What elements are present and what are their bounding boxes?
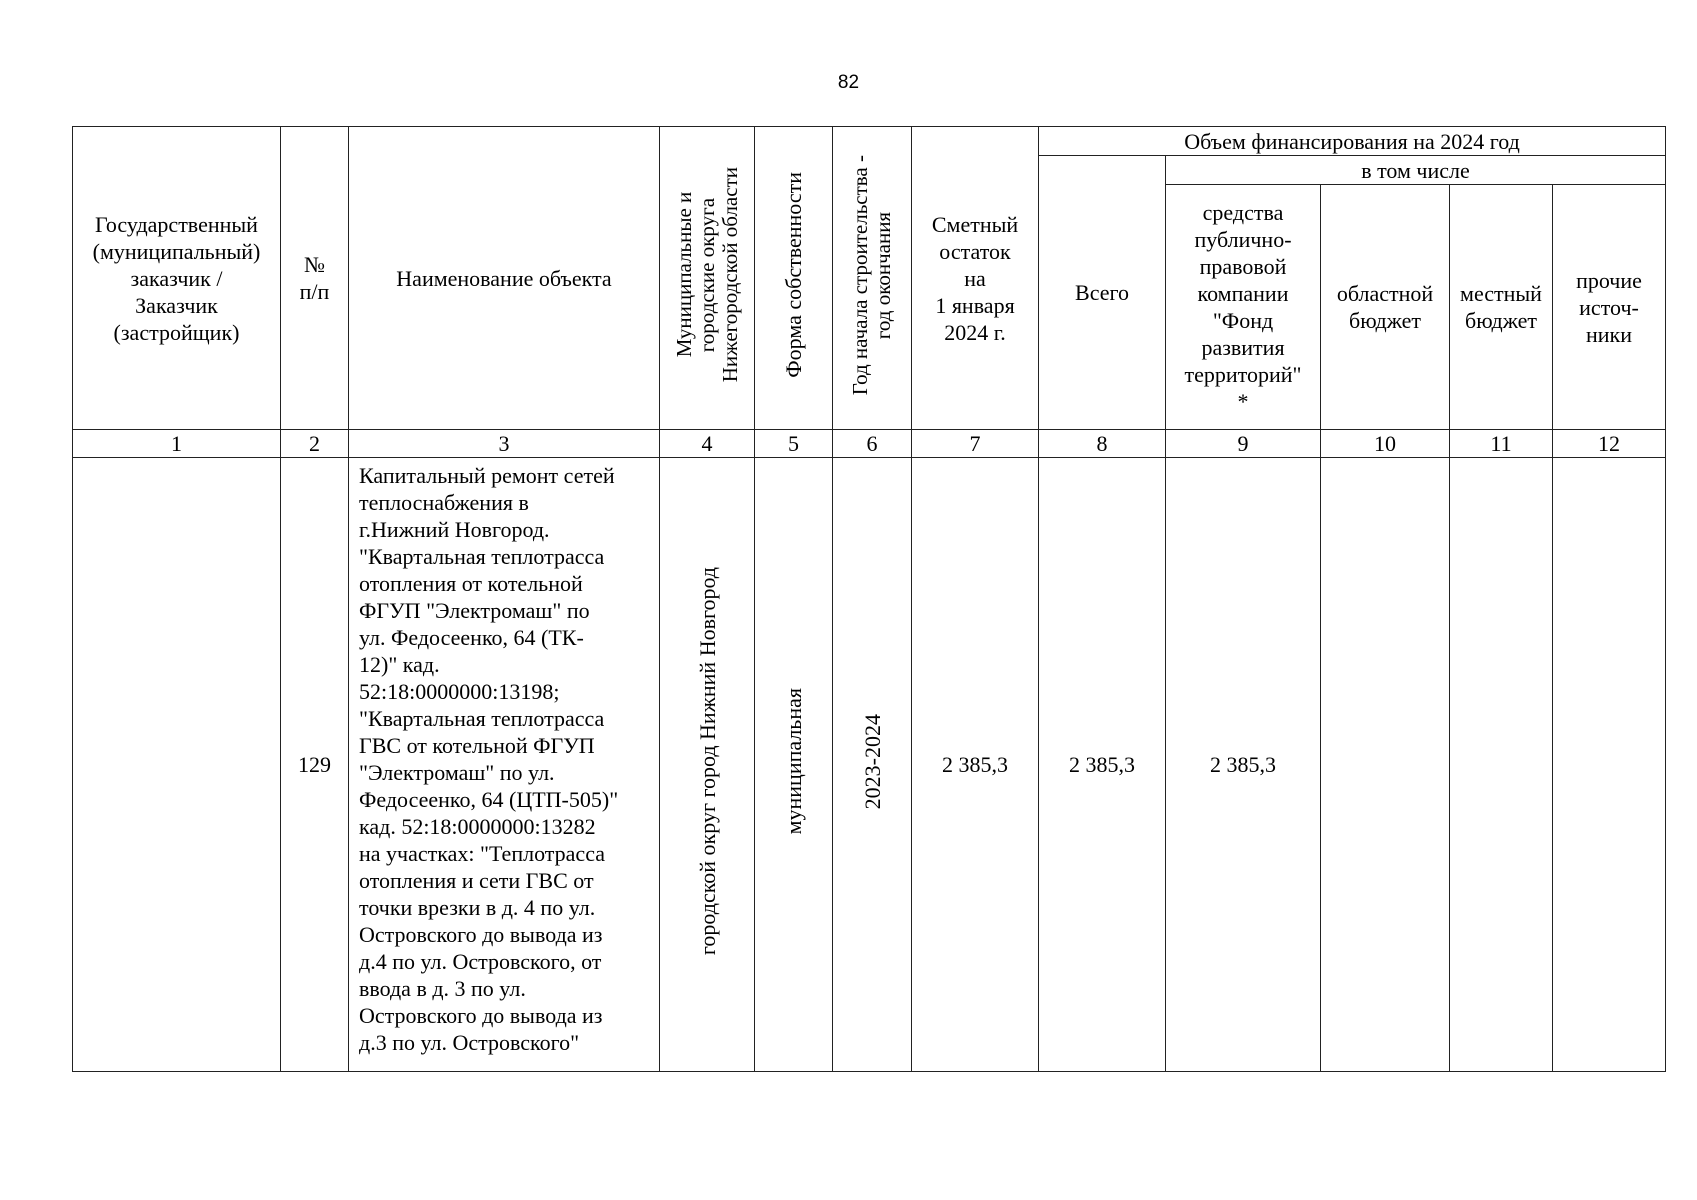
header-number: № п/п bbox=[281, 127, 349, 430]
header-total: Всего bbox=[1039, 156, 1166, 430]
page-number: 82 bbox=[837, 72, 860, 93]
header-ownership-cell bbox=[755, 127, 833, 430]
column-number-1: 1 bbox=[73, 430, 281, 458]
header-estimated-balance: Сметный остаток на 1 января 2024 г. bbox=[912, 127, 1039, 430]
column-number-9: 9 bbox=[1166, 430, 1321, 458]
header-object-name: Наименование объекта bbox=[349, 127, 660, 430]
header-including: в том числе bbox=[1166, 156, 1666, 185]
header-regional: областной бюджет bbox=[1321, 185, 1450, 430]
row-municipality: городской округ город Нижний Новгород bbox=[694, 567, 720, 956]
header-ownership: Форма собственности bbox=[781, 172, 806, 378]
header-financing: Объем финансирования на 2024 год bbox=[1039, 127, 1666, 156]
column-number-8: 8 bbox=[1039, 430, 1166, 458]
row-years-cell bbox=[833, 458, 912, 1072]
row-object-name: Капитальный ремонт сетей теплоснабжения в г.Нижний Новгород. "Квартальная теплотрасса отопления от котельной ФГУП "Электромаш" по ул. Федосеенко, 64 (ТК- 12)" кад. 52:18:0000000:13198; "Квартальная теплотрасса ГВС от котельной ФГУП "Электромаш" по ул. Федосеенко, 64 (ЦТП-505)" кад. 52:18:0000000:13282 на участках: "Теплотрасса отопления и сети ГВС от точки врезки в д. 4 по ул. Островского до вывода из д.4 по ул. Островского, от ввода в д. 3 по ул. Островского до вывода из д.3 по ул. Островского" bbox=[349, 458, 660, 1072]
row-estimated-balance: 2 385,3 bbox=[912, 458, 1039, 1072]
row-ownership: муниципальная bbox=[781, 688, 806, 835]
row-ownership-cell bbox=[755, 458, 833, 1072]
column-number-5: 5 bbox=[755, 430, 833, 458]
header-municipality: Муниципальные и городские округа Нижегородской области bbox=[671, 167, 742, 383]
column-number-10: 10 bbox=[1321, 430, 1450, 458]
row-municipality-cell bbox=[660, 458, 755, 1072]
column-number-4: 4 bbox=[660, 430, 755, 458]
table-row bbox=[73, 458, 1666, 1072]
row-other bbox=[1553, 458, 1666, 1072]
column-number-11: 11 bbox=[1450, 430, 1553, 458]
header-years-cell bbox=[833, 127, 912, 430]
header-local: местный бюджет bbox=[1450, 185, 1553, 430]
row-number: 129 bbox=[281, 458, 349, 1072]
header-municipality-cell bbox=[660, 127, 755, 430]
row-years: 2023-2024 bbox=[859, 713, 885, 810]
header-other: прочие источ- ники bbox=[1553, 185, 1666, 430]
row-local bbox=[1450, 458, 1553, 1072]
row-total: 2 385,3 bbox=[1039, 458, 1166, 1072]
row-fund: 2 385,3 bbox=[1166, 458, 1321, 1072]
column-number-12: 12 bbox=[1553, 430, 1666, 458]
column-number-7: 7 bbox=[912, 430, 1039, 458]
column-number-6: 6 bbox=[833, 430, 912, 458]
header-years: Год начала строительства - год окончания bbox=[848, 154, 895, 396]
column-number-3: 3 bbox=[349, 430, 660, 458]
column-number-2: 2 bbox=[281, 430, 349, 458]
header-fund: средства публично- правовой компании "Фонд развития территорий" * bbox=[1166, 185, 1321, 430]
financing-table bbox=[72, 126, 1666, 1072]
row-customer bbox=[73, 458, 281, 1072]
row-regional bbox=[1321, 458, 1450, 1072]
header-customer: Государственный (муниципальный) заказчик / Заказчик (застройщик) bbox=[73, 127, 281, 430]
